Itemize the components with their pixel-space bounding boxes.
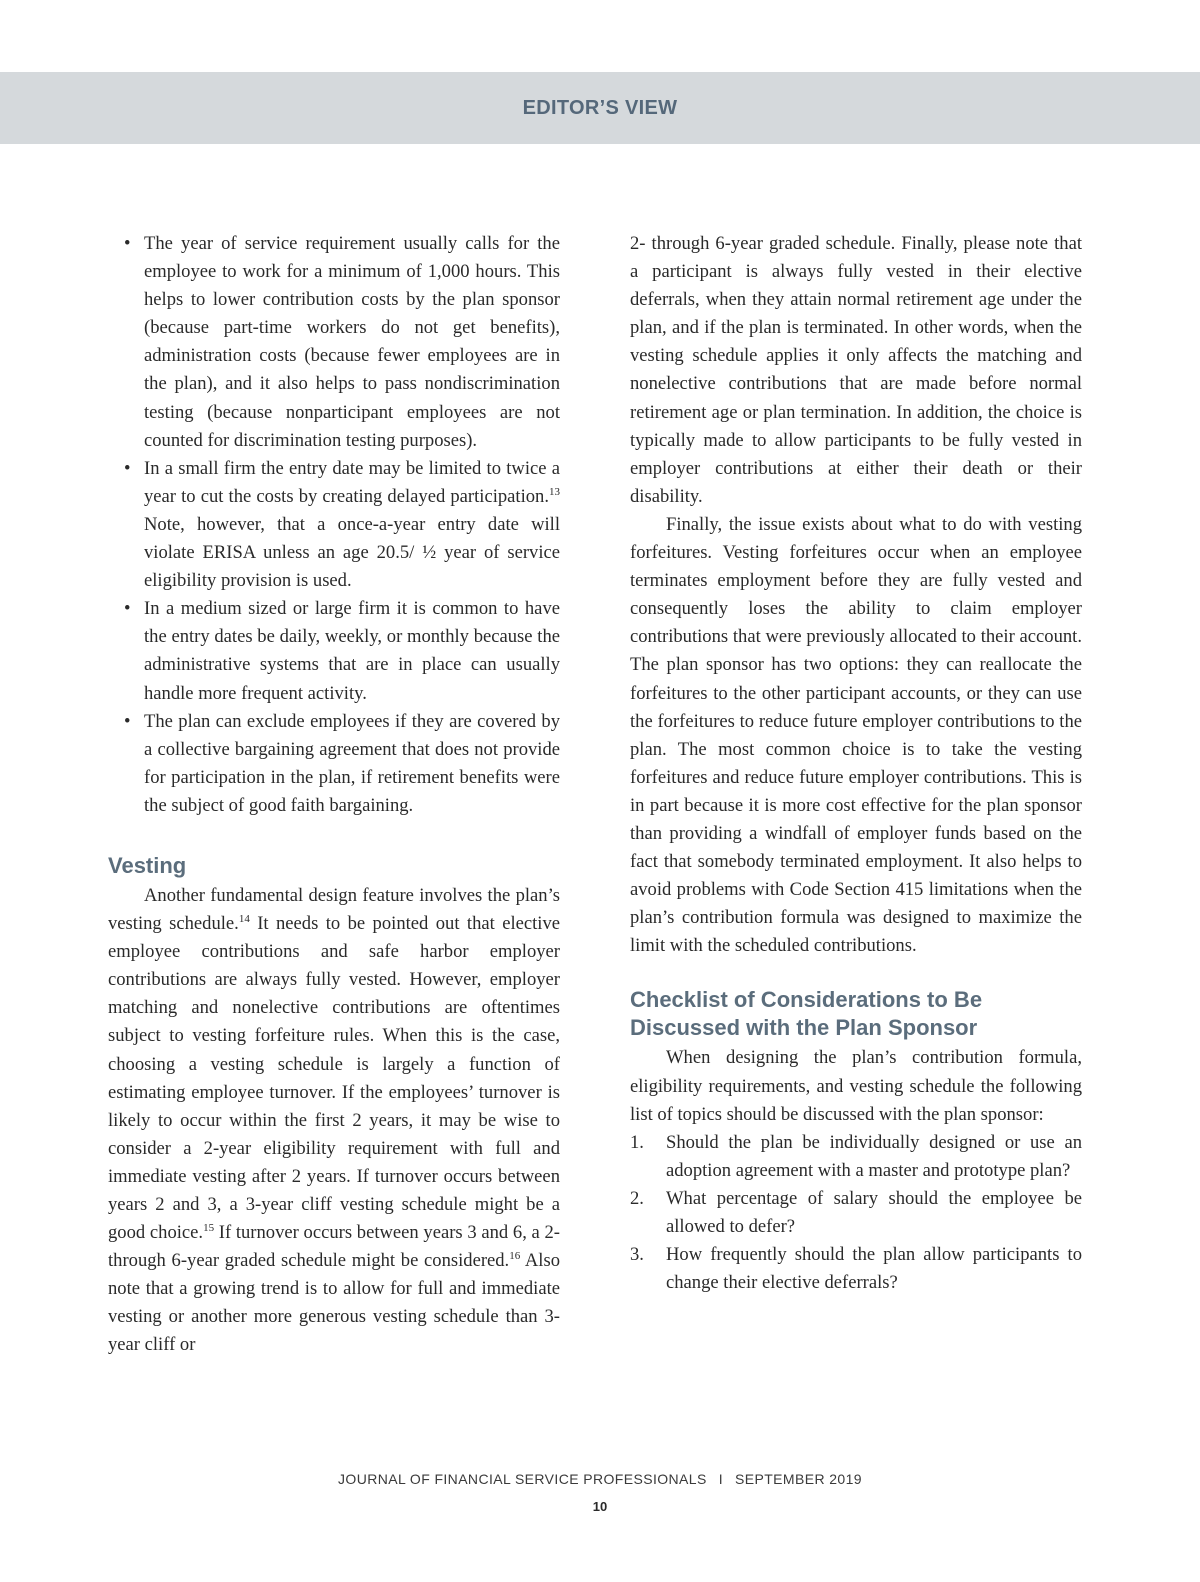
forfeitures-paragraph: Finally, the issue exists about what to do with vesting forfeitures. Vesting forfeitures occur when an employee terminates employment before they are fully vested and consequently loses the ability to claim employer contributions that were previously allocated to their account. The plan sponsor has two options: they can reallocate the forfeitures to the other participant accounts, or they can use the forfeitures to reduce future employer contributions to the plan. The most common choice is to take the vesting forfeitures and reduce future employer contributions. This is in part because it is more cost effective for the plan sponsor than providing a windfall of employer funds based on the fact that somebody terminated employment. It also helps to avoid problems with Code Section 415 limitations when the plan’s contribution formula was designed to maximize the limit with the scheduled contributions.	[630, 513, 1082, 957]
bullet-item	[108, 708, 560, 820]
bullet-item	[108, 455, 560, 595]
footnote-ref: 16	[509, 1250, 521, 1263]
page-number: 10	[592, 1499, 608, 1514]
bullet-text: Note, however, that a once-a-year entry date will violate ERISA unless an age 20.5/ ½ year of service eligibility provision is used.	[144, 513, 560, 592]
journal-name: JOURNAL OF FINANCIAL SERVICE PROFESSIONALS	[338, 1471, 707, 1487]
right-column	[630, 230, 1082, 1297]
footer-separator: I	[718, 1471, 723, 1487]
checklist-heading: Checklist of Considerations to Be Discussed with the Plan Sponsor	[630, 987, 983, 1041]
checklist-intro: When designing the plan’s contribution formula, eligibility requirements, and vesting schedule the following list of topics should be discussed with the plan sponsor:	[630, 1047, 1082, 1125]
item-number: 2.	[630, 1187, 644, 1209]
vesting-paragraph	[108, 882, 560, 1360]
bullet-item	[108, 230, 560, 455]
left-column	[108, 230, 560, 1360]
checklist-item	[630, 1241, 1082, 1297]
item-number: 3.	[630, 1244, 644, 1266]
item-number: 1.	[630, 1131, 644, 1153]
issue-date: SEPTEMBER 2019	[735, 1471, 862, 1487]
paragraph-text: If turnover occurs between years 3 and 6, a 2- through 6-year graded schedule might be considered.	[108, 1222, 560, 1272]
bullet-text: In a small firm the entry date may be limited to twice a year to cut the costs by creating delayed participation.	[144, 457, 560, 507]
paragraph-text: Another fundamental design feature involves the plan’s vesting schedule.	[108, 884, 560, 935]
item-text: What percentage of salary should the employee be allowed to defer?	[666, 1187, 1082, 1237]
footnote-ref: 14	[238, 913, 250, 926]
paragraph-text: It needs to be pointed out that elective employee contributions and safe harbor employer contributions are always fully vested. However, employer matching and nonelective contributions are oftentimes subject to vesting forfeiture rules. When this is the case, choosing a vesting schedule is largely a function of estimating employee turnover. If the employees’ turnover is likely to occur within the first 2 years, it may be wise to consider a 2-year eligibility requirement with full and immediate vesting after 2 years. If turnover occurs between years 2 and 3, a 3-year cliff vesting schedule might be a good choice.	[108, 913, 560, 1244]
item-text: How frequently should the plan allow participants to change their elective deferrals?	[666, 1244, 1082, 1294]
footnote-ref: 13	[549, 485, 560, 498]
checklist-item	[630, 1129, 1082, 1185]
banner-title: EDITOR’S VIEW	[522, 96, 678, 119]
checklist-list	[630, 1129, 1082, 1298]
continuation-paragraph: 2- through 6-year graded schedule. Finally, please note that a participant is always fully vested in their elective deferrals, when they attain normal retirement age under the plan, and if the plan is terminated. In other words, when the vesting schedule applies it only affects the matching and nonelective contributions that are made before normal retirement age or plan termination. In addition, the choice is typically made to allow participants to be fully vested in employer contributions at either their death or their disability.	[630, 233, 1082, 507]
checklist-item	[630, 1185, 1082, 1241]
paragraph-text: Also note that a growing trend is to allow for full and immediate vesting or another more generous vesting schedule than 3-year cliff or	[108, 1250, 561, 1356]
eligibility-bullet-list	[108, 230, 560, 820]
item-text: Should the plan be individually designed or use an adoption agreement with a master and prototype plan?	[666, 1131, 1082, 1181]
vesting-heading: Vesting	[108, 852, 187, 878]
bullet-text: The year of service requirement usually calls for the employee to work for a minimum of 1,000 hours. This helps to lower contribution costs by the plan sponsor (because part-time workers do not get benefits), administration costs (because fewer employees are in the plan), and it also helps to pass nondiscrimination testing (because nonparticipant employees are not counted for discrimination testing purposes).	[144, 233, 560, 451]
bullet-text: The plan can exclude employees if they are covered by a collective bargaining agreement that does not provide for participation in the plan, if retirement benefits were the subject of good faith bargaining.	[144, 710, 560, 816]
bullet-text: In a medium sized or large firm it is common to have the entry dates be daily, weekly, or monthly because the administrative systems that are in place can usually handle more frequent activity.	[144, 598, 560, 704]
header-banner	[0, 72, 1200, 144]
bullet-item	[108, 595, 560, 707]
footnote-ref: 15	[203, 1222, 215, 1235]
footer	[0, 1471, 1200, 1487]
